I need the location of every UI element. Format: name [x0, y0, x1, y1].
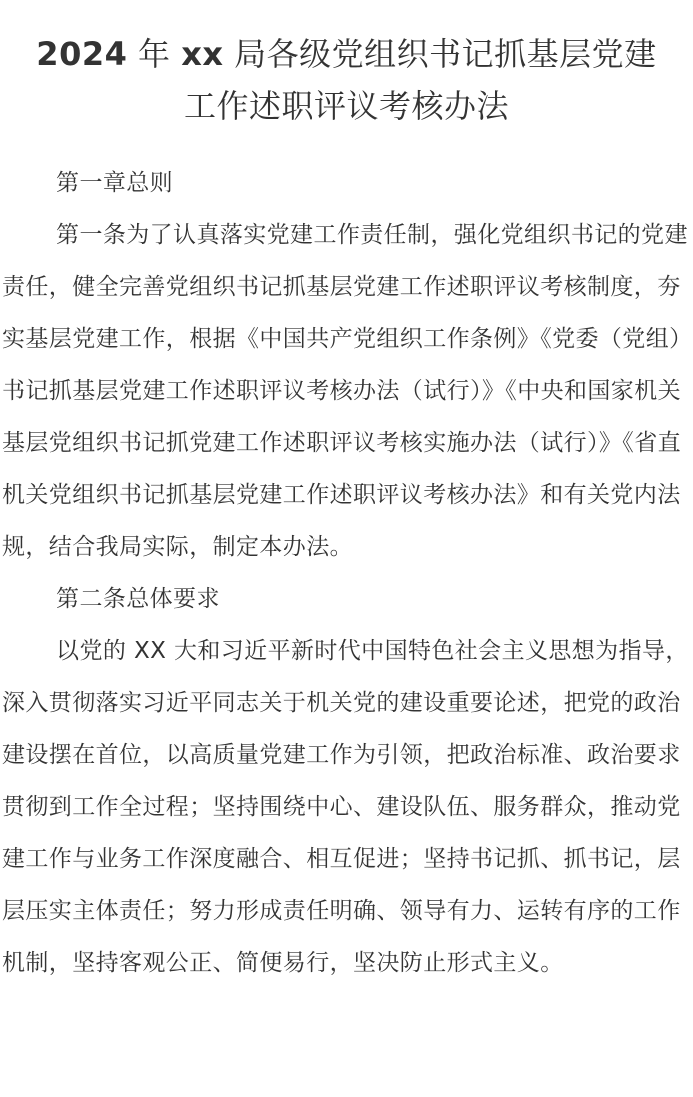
title-line2: 工作述职评议考核办法	[183, 87, 509, 125]
title-year-suffix: 年	[127, 35, 182, 73]
chapter-heading: 第一章总则	[56, 170, 174, 196]
title-line1-rest: 局各级党组织书记抓基层党建	[223, 35, 657, 73]
article-2-paragraph: 以党的 XX 大和习近平新时代中国特色社会主义思想为指导，深入贯彻落实习近平同志关于机关党的建设重要论述，把党的政治建设摆在首位，以高质量党建工作为引领，把政治标准、政治要求贯彻到工作全过程；坚持围绕中心、建设队伍、服务群众，推动党建工作与业务工作深度融合、相互促进；坚持书记抓、抓书记，层层压实主体责任；努力形成责任明确、领导有力、运转有序的工作机制，坚持客观公正、简便易行，坚决防止形式主义。	[2, 638, 689, 976]
document-body	[2, 157, 693, 989]
document-title	[0, 28, 693, 132]
article-2-heading: 第二条总体要求	[56, 586, 220, 612]
title-xx: xx	[181, 35, 224, 73]
article-1-paragraph: 第一条为了认真落实党建工作责任制，强化党组织书记的党建责任，健全完善党组织书记抓基层党建工作述职评议考核制度，夯实基层党建工作，根据《中国共产党组织工作条例》《党委（党组）书记抓基层党建工作述职评议考核办法（试行）》《中央和国家机关基层党组织书记抓党建工作述职评议考核实施办法（试行）》《省直机关党组织书记抓基层党建工作述职评议考核办法》和有关党内法规，结合我局实际，制定本办法。	[2, 222, 693, 560]
title-year: 2024	[36, 35, 128, 73]
